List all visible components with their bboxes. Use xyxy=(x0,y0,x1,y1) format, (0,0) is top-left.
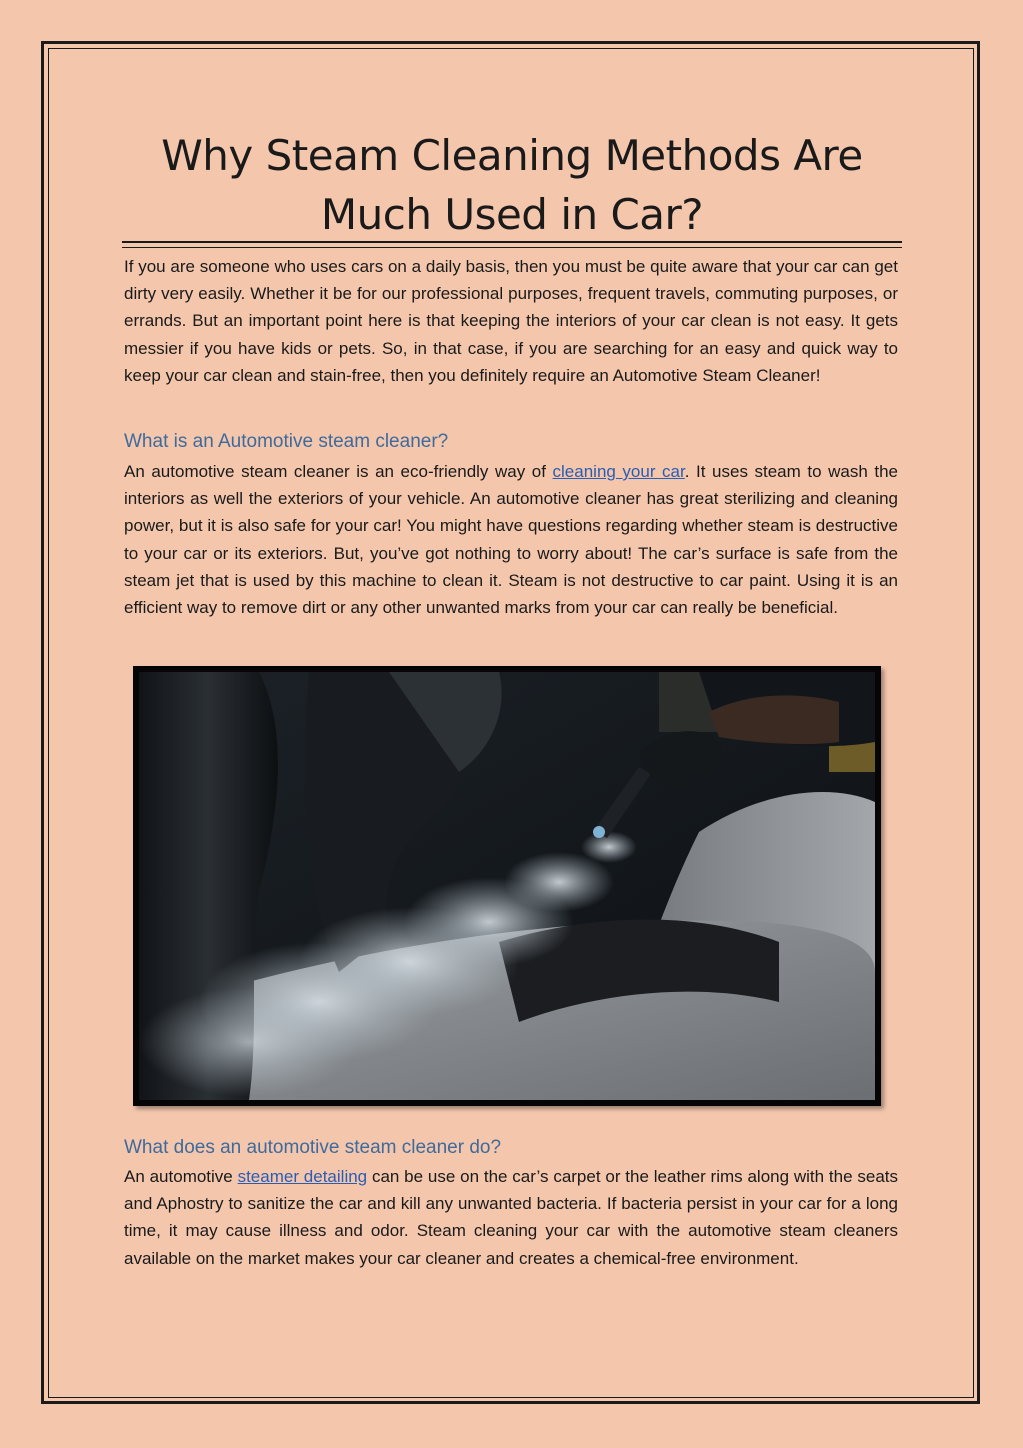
steam-cleaning-photo xyxy=(133,666,881,1106)
paragraph-text: can be use on the car’s carpet or the leather rims along with the seats and Aphostry to sanitize the car and kill any unwanted bacteria. If bacteria persist in your car for a long time, it may cause illness and odor. Steam cleaning your car with the automotive steam cleaners available on the market makes your car cleaner and creates a chemical-free environment. xyxy=(124,1167,898,1268)
paragraph-text: An automotive steam cleaner is an eco-friendly way of xyxy=(124,462,553,481)
intro-paragraph: If you are someone who uses cars on a daily basis, then you must be quite aware that your car can get dirty very easily. Whether it be for our professional purposes, frequent travels, commuting purposes, or errands. But an important point here is that keeping the interiors of your car clean is not easy. It gets messier if you have kids or pets. So, in that case, if you are searching for an easy and quick way to keep your car clean and stain-free, then you definitely require an Automotive Steam Cleaner! xyxy=(124,257,898,385)
car-seat-steam-image xyxy=(139,672,875,1100)
steamer-detailing-link[interactable]: steamer detailing xyxy=(237,1167,368,1186)
section-heading-what-is: What is an Automotive steam cleaner? xyxy=(124,431,449,452)
paragraph-text: An automotive xyxy=(124,1167,238,1186)
section-heading-what-does: What does an automotive steam cleaner do? xyxy=(124,1137,502,1158)
page-title: Why Steam Cleaning Methods Are Much Used in Car? xyxy=(161,131,863,239)
title-divider-thin xyxy=(122,247,902,248)
title-divider-thick xyxy=(122,241,902,243)
paragraph-text: . It uses steam to wash the interiors as well the exteriors of your vehicle. An automotive cleaner has great sterilizing and cleaning power, but it is also safe for your car! You might have questions regarding whether steam is destructive to your car or its exteriors. But, you’ve got nothing to worry about! The car’s surface is safe from the steam jet that is used by this machine to clean it. Steam is not destructive to car paint. Using it is an efficient way to remove dirt or any other unwanted marks from your car can really be beneficial. xyxy=(124,462,898,618)
section-paragraph-what-does xyxy=(124,1163,898,1272)
cleaning-your-car-link[interactable]: cleaning your car xyxy=(552,462,685,481)
section-paragraph-what-is xyxy=(124,458,898,621)
